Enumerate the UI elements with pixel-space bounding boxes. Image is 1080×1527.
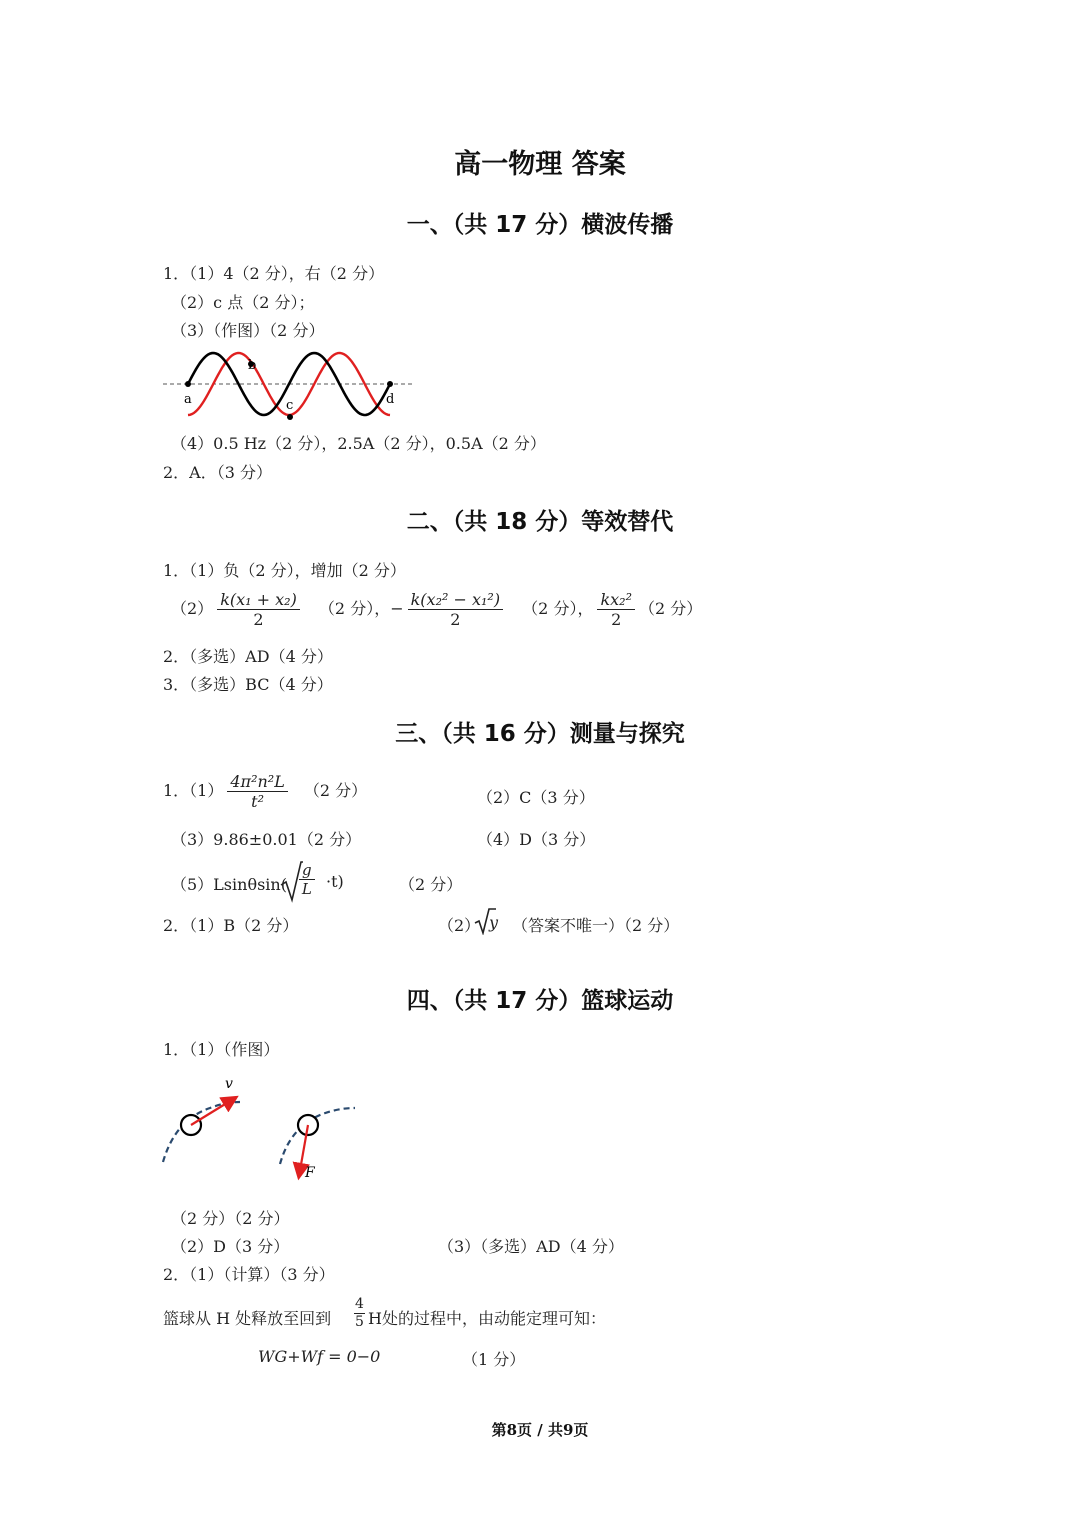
velocity-arrow — [191, 1098, 235, 1125]
s4-q2-1: 2．（1）（计算）（3 分） — [163, 1265, 335, 1284]
s3-q2-2-suffix: （答案不唯一）（2 分） — [512, 916, 680, 935]
sqrt-fraction-num: g — [299, 861, 315, 880]
s3-q1-1-prefix: 1．（1） — [163, 781, 224, 800]
four-fifths-num: 4 — [355, 1296, 364, 1312]
equation-text: WG+Wf = 0−0 — [258, 1347, 381, 1366]
fraction-2-num: k(x₂² − x₁²) — [408, 590, 503, 610]
fraction-1-den: 2 — [253, 610, 264, 629]
s3-q2-2-prefix: （2） — [438, 916, 481, 935]
point-c — [287, 414, 293, 420]
sqrt-y-value: y — [489, 913, 499, 932]
s3-q1-1 — [163, 772, 367, 811]
s3-q1-5-suffix: ·t) — [326, 872, 344, 891]
label-b: b — [248, 358, 257, 373]
label-F: F — [305, 1165, 315, 1181]
s3-q1-3: （3）9.86±0.01（2 分） — [171, 830, 362, 849]
score-b: （2 分）， — [522, 599, 594, 618]
s1-q2: 2．A．（3 分） — [163, 463, 273, 482]
label-v: v — [225, 1076, 233, 1092]
page-title: 高一物理 答案 — [454, 149, 626, 180]
s2-q3: 3．（多选）BC（4 分） — [163, 675, 333, 694]
section3-heading: 三、（共 16 分）测量与探究 — [395, 721, 685, 747]
label-c: c — [286, 398, 294, 413]
fraction-1 — [217, 590, 300, 629]
sqrt-fraction — [299, 861, 315, 898]
score-a: （2 分），− — [318, 599, 404, 618]
s2-q1-1: 1．（1）负（2 分），增加（2 分） — [163, 561, 406, 580]
s4-q1-2: （2）D（3 分） — [171, 1237, 290, 1256]
trajectory-right — [280, 1108, 355, 1164]
s2-q1-2 — [171, 590, 702, 629]
point-d — [387, 381, 393, 387]
label-d: d — [386, 392, 395, 407]
s3-q1-1-score: （2 分） — [303, 781, 368, 800]
s3-q1-4: （4）D（3 分） — [477, 830, 596, 849]
s3-q1-5-score: （2 分） — [399, 875, 463, 894]
s1-q1-3: （3）（作图）（2 分） — [171, 321, 325, 340]
s4-q1-3: （3）（多选）AD（4 分） — [438, 1237, 624, 1256]
trajectory-left — [163, 1102, 240, 1162]
s4-q1-1: 1．（1）（作图） — [163, 1040, 280, 1059]
s2-q1-2-prefix: （2） — [171, 599, 214, 618]
s1-q1-1: 1．（1）4（2 分），右（2 分） — [163, 264, 385, 283]
score-c: （2 分） — [639, 599, 703, 618]
s3-q1-2: （2）C（3 分） — [477, 788, 595, 807]
s4-q2-text-prefix: 篮球从 H 处释放至回到 — [163, 1309, 332, 1328]
basketball-diagram — [155, 1070, 370, 1185]
fraction-3 — [597, 590, 635, 629]
section2-heading: 二、（共 18 分）等效替代 — [406, 509, 674, 535]
section1-heading: 一、（共 17 分）横波传播 — [406, 212, 674, 238]
s1-q1-4: （4）0.5 Hz（2 分），2.5A（2 分），0.5A（2 分） — [171, 434, 546, 453]
sqrt-fraction-den: L — [301, 880, 312, 898]
fraction-3-num: kx₂² — [597, 590, 635, 610]
page-footer: 第8页 / 共9页 — [491, 1421, 589, 1439]
fraction-2 — [408, 590, 503, 629]
point-a — [185, 381, 191, 387]
period-fraction-num: 4π²n²L — [227, 772, 287, 792]
label-a: a — [184, 392, 192, 407]
s4-equation — [258, 1347, 380, 1366]
fraction-2-den: 2 — [450, 610, 461, 629]
s2-q2: 2．（多选）AD（4 分） — [163, 647, 333, 666]
s4-q2-text-suffix: H处的过程中，由动能定理可知： — [368, 1309, 606, 1328]
section4-heading: 四、（共 17 分）篮球运动 — [406, 988, 674, 1014]
fraction-1-num: k(x₁ + x₂) — [217, 590, 300, 610]
s4-q1-scores: （2 分）（2 分） — [171, 1209, 290, 1228]
s1-q1-2: （2）c 点（2 分）； — [171, 293, 315, 312]
period-fraction-den: t² — [251, 792, 265, 811]
s3-q2-1: 2．（1）B（2 分） — [163, 916, 299, 935]
four-fifths — [354, 1296, 365, 1331]
period-fraction — [227, 772, 287, 811]
s4-equation-score: （1 分） — [462, 1350, 526, 1369]
s3-q1-5-prefix: （5）Lsinθsin( — [171, 875, 287, 894]
four-fifths-den: 5 — [355, 1314, 364, 1330]
fraction-3-den: 2 — [611, 610, 622, 629]
wave-diagram — [155, 345, 425, 425]
